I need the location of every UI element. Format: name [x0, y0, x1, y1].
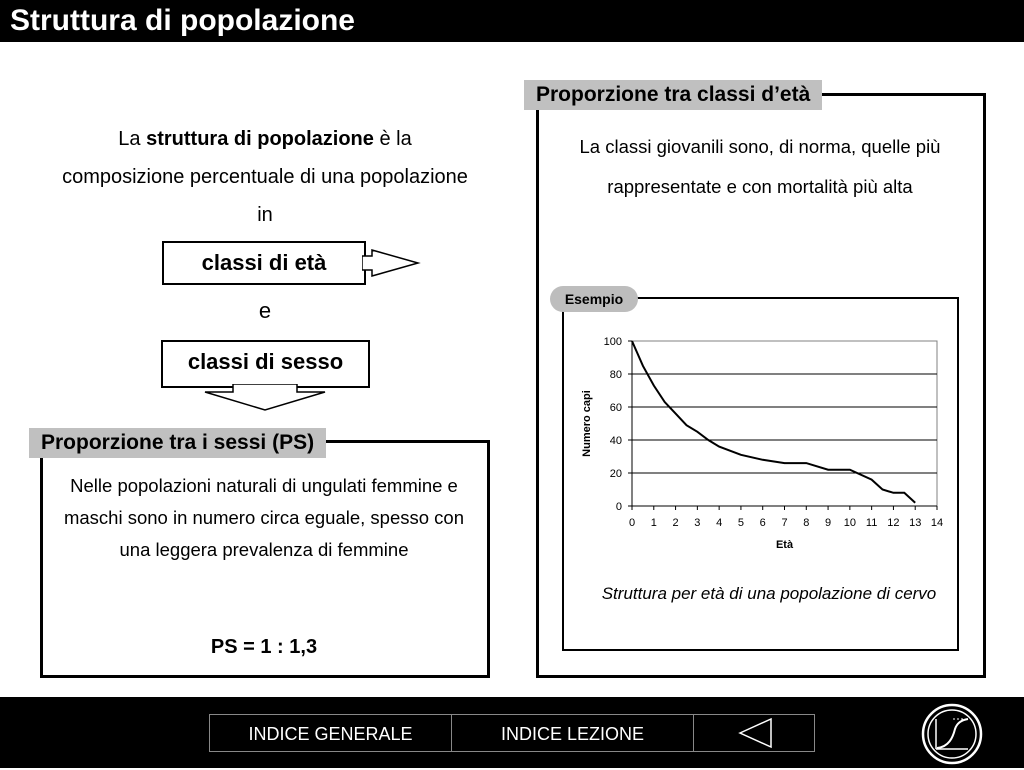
x-axis-label: Età: [775, 539, 794, 551]
back-button[interactable]: [693, 714, 815, 752]
x-tick-label: 10: [843, 517, 856, 529]
age-tab: Proporzione tra classi d’età: [524, 80, 822, 110]
intro-suffix: è la composizione percentuale di una popolazione in: [62, 128, 468, 226]
age-classes-label: classi di età: [201, 250, 327, 275]
sex-classes-box: [161, 340, 370, 388]
down-arrow-icon: [203, 384, 329, 412]
x-tick-label: 12: [887, 517, 900, 529]
x-tick-label: 0: [628, 517, 636, 529]
page-title: Struttura di popolazione: [10, 4, 355, 37]
ps-formula: PS = 1 : 1,3: [210, 636, 318, 658]
indice-lezione-button[interactable]: INDICE LEZIONE: [451, 714, 694, 752]
y-tick-label: 100: [603, 336, 622, 348]
x-tick-label: 1: [650, 517, 657, 529]
logo-icon: [921, 703, 983, 765]
y-tick-label: 0: [615, 501, 622, 513]
x-tick-label: 4: [716, 517, 723, 529]
right-arrow-icon: [362, 248, 428, 278]
sex-classes-label: classi di sesso: [187, 349, 344, 374]
logo-button[interactable]: [921, 703, 983, 765]
x-tick-label: 2: [672, 517, 679, 529]
plot-area: [632, 341, 937, 506]
x-tick-label: 5: [737, 517, 744, 529]
x-tick-label: 7: [781, 517, 788, 529]
y-tick-label: 80: [609, 369, 622, 381]
intro-paragraph: [60, 120, 470, 234]
age-classes-box: [162, 241, 366, 285]
connector-e: e: [258, 298, 272, 323]
y-tick-label: 20: [609, 468, 622, 480]
age-text: La classi giovanili sono, di norma, quelle più rappresentate e con mortalità più alta: [579, 136, 941, 197]
y-tick-label: 60: [609, 402, 622, 414]
chart-caption: Struttura per età di una popolazione di cervo: [601, 584, 937, 603]
y-axis-label: Numero capi: [581, 390, 593, 457]
x-tick-label: 13: [909, 517, 922, 529]
ps-text: Nelle popolazioni naturali di ungulati femmine e maschi sono in numero circa eguale, spesso con una leggera prevalenza di femmine: [63, 475, 465, 560]
intro-prefix: La: [118, 128, 141, 150]
x-tick-label: 8: [803, 517, 810, 529]
indice-generale-button[interactable]: INDICE GENERALE: [209, 714, 452, 752]
x-tick-label: 3: [694, 517, 701, 529]
x-tick-label: 11: [865, 517, 878, 529]
intro-bold: struttura di popolazione: [146, 128, 374, 150]
age-structure-chart: [565, 320, 955, 570]
x-tick-label: 9: [825, 517, 832, 529]
x-tick-label: 6: [759, 517, 766, 529]
example-badge: Esempio: [550, 286, 638, 312]
x-tick-label: 14: [930, 517, 944, 529]
back-triangle-icon: [694, 715, 814, 751]
ps-tab: Proporzione tra i sessi (PS): [29, 428, 326, 458]
y-tick-label: 40: [609, 435, 622, 447]
